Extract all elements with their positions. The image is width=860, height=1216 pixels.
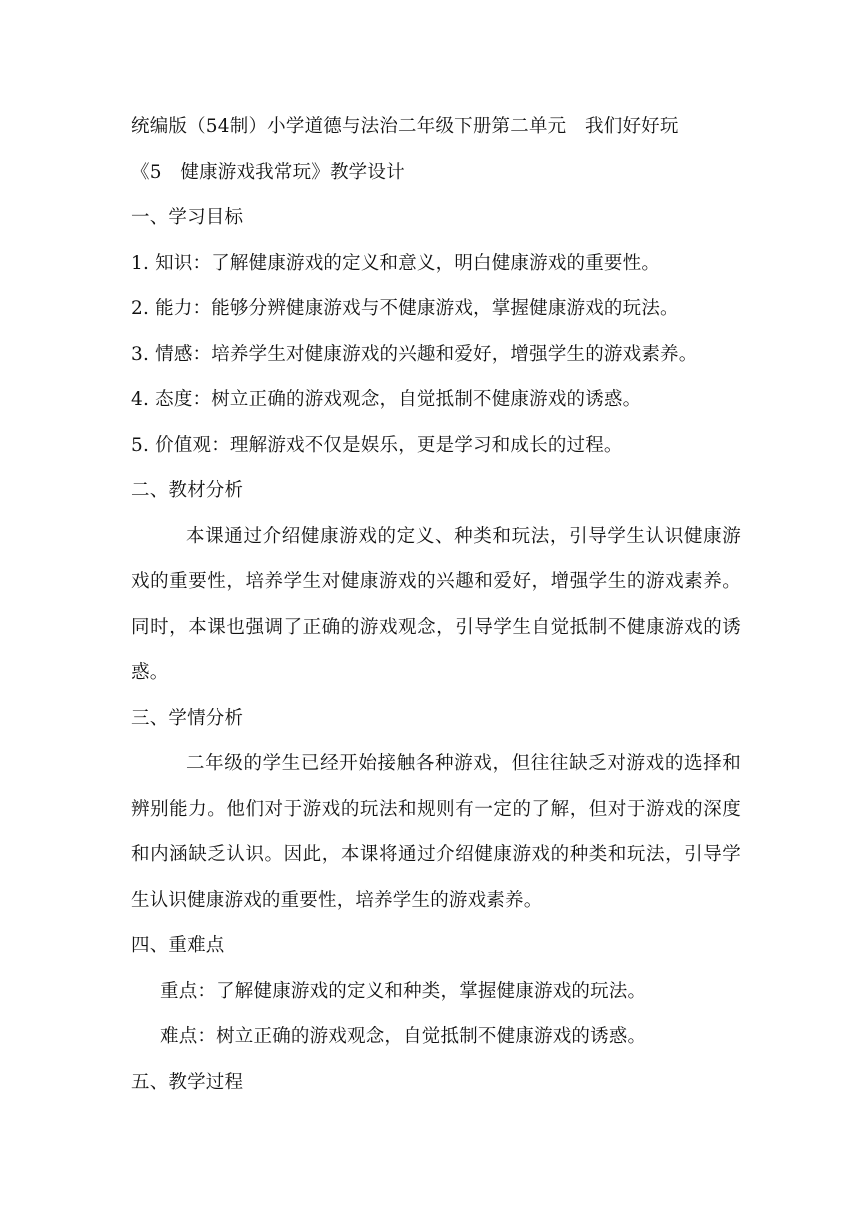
document-body [131, 104, 741, 1105]
document-title-line-2: 《5 健康游戏我常玩》教学设计 [131, 161, 405, 183]
goal-item-emotion: 3. 情感：培养学生对健康游戏的兴趣和爱好，增强学生的游戏素养。 [131, 343, 698, 365]
section-heading-key-points: 四、重难点 [131, 935, 225, 956]
section-heading-students: 三、学情分析 [131, 707, 244, 729]
document-title-line-1: 统编版（54制）小学道德与法治二年级下册第二单元 我们好好玩 [131, 116, 679, 137]
goal-item-knowledge: 1. 知识：了解健康游戏的定义和意义，明白健康游戏的重要性。 [131, 252, 661, 274]
goal-item-values: 5. 价值观：理解游戏不仅是娱乐，更是学习和成长的过程。 [131, 434, 623, 456]
section-heading-material: 二、教材分析 [131, 480, 244, 501]
material-analysis-paragraph: 本课通过介绍健康游戏的定义、种类和玩法，引导学生认识健康游戏的重要性，培养学生对健康游戏的兴趣和爱好，增强学生的游戏素养。同时，本课也强调了正确的游戏观念，引导学生自觉抵制不健康游戏的诱惑。 [131, 525, 741, 683]
goal-item-ability: 2. 能力：能够分辨健康游戏与不健康游戏，掌握健康游戏的玩法。 [131, 298, 679, 319]
section-heading-goals: 一、学习目标 [131, 207, 244, 228]
key-point-text: 重点：了解健康游戏的定义和种类，掌握健康游戏的玩法。 [160, 980, 647, 1002]
goal-item-attitude: 4. 态度：树立正确的游戏观念，自觉抵制不健康游戏的诱惑。 [131, 389, 642, 410]
difficulty-text: 难点：树立正确的游戏观念，自觉抵制不健康游戏的诱惑。 [160, 1026, 647, 1047]
section-heading-process: 五、教学过程 [131, 1071, 244, 1093]
student-analysis-paragraph: 二年级的学生已经开始接触各种游戏，但往往缺乏对游戏的选择和辨别能力。他们对于游戏的玩法和规则有一定的了解，但对于游戏的深度和内涵缺乏认识。因此，本课将通过介绍健康游戏的种类和玩法，引导学生认识健康游戏的重要性，培养学生的游戏素养。 [131, 753, 741, 911]
